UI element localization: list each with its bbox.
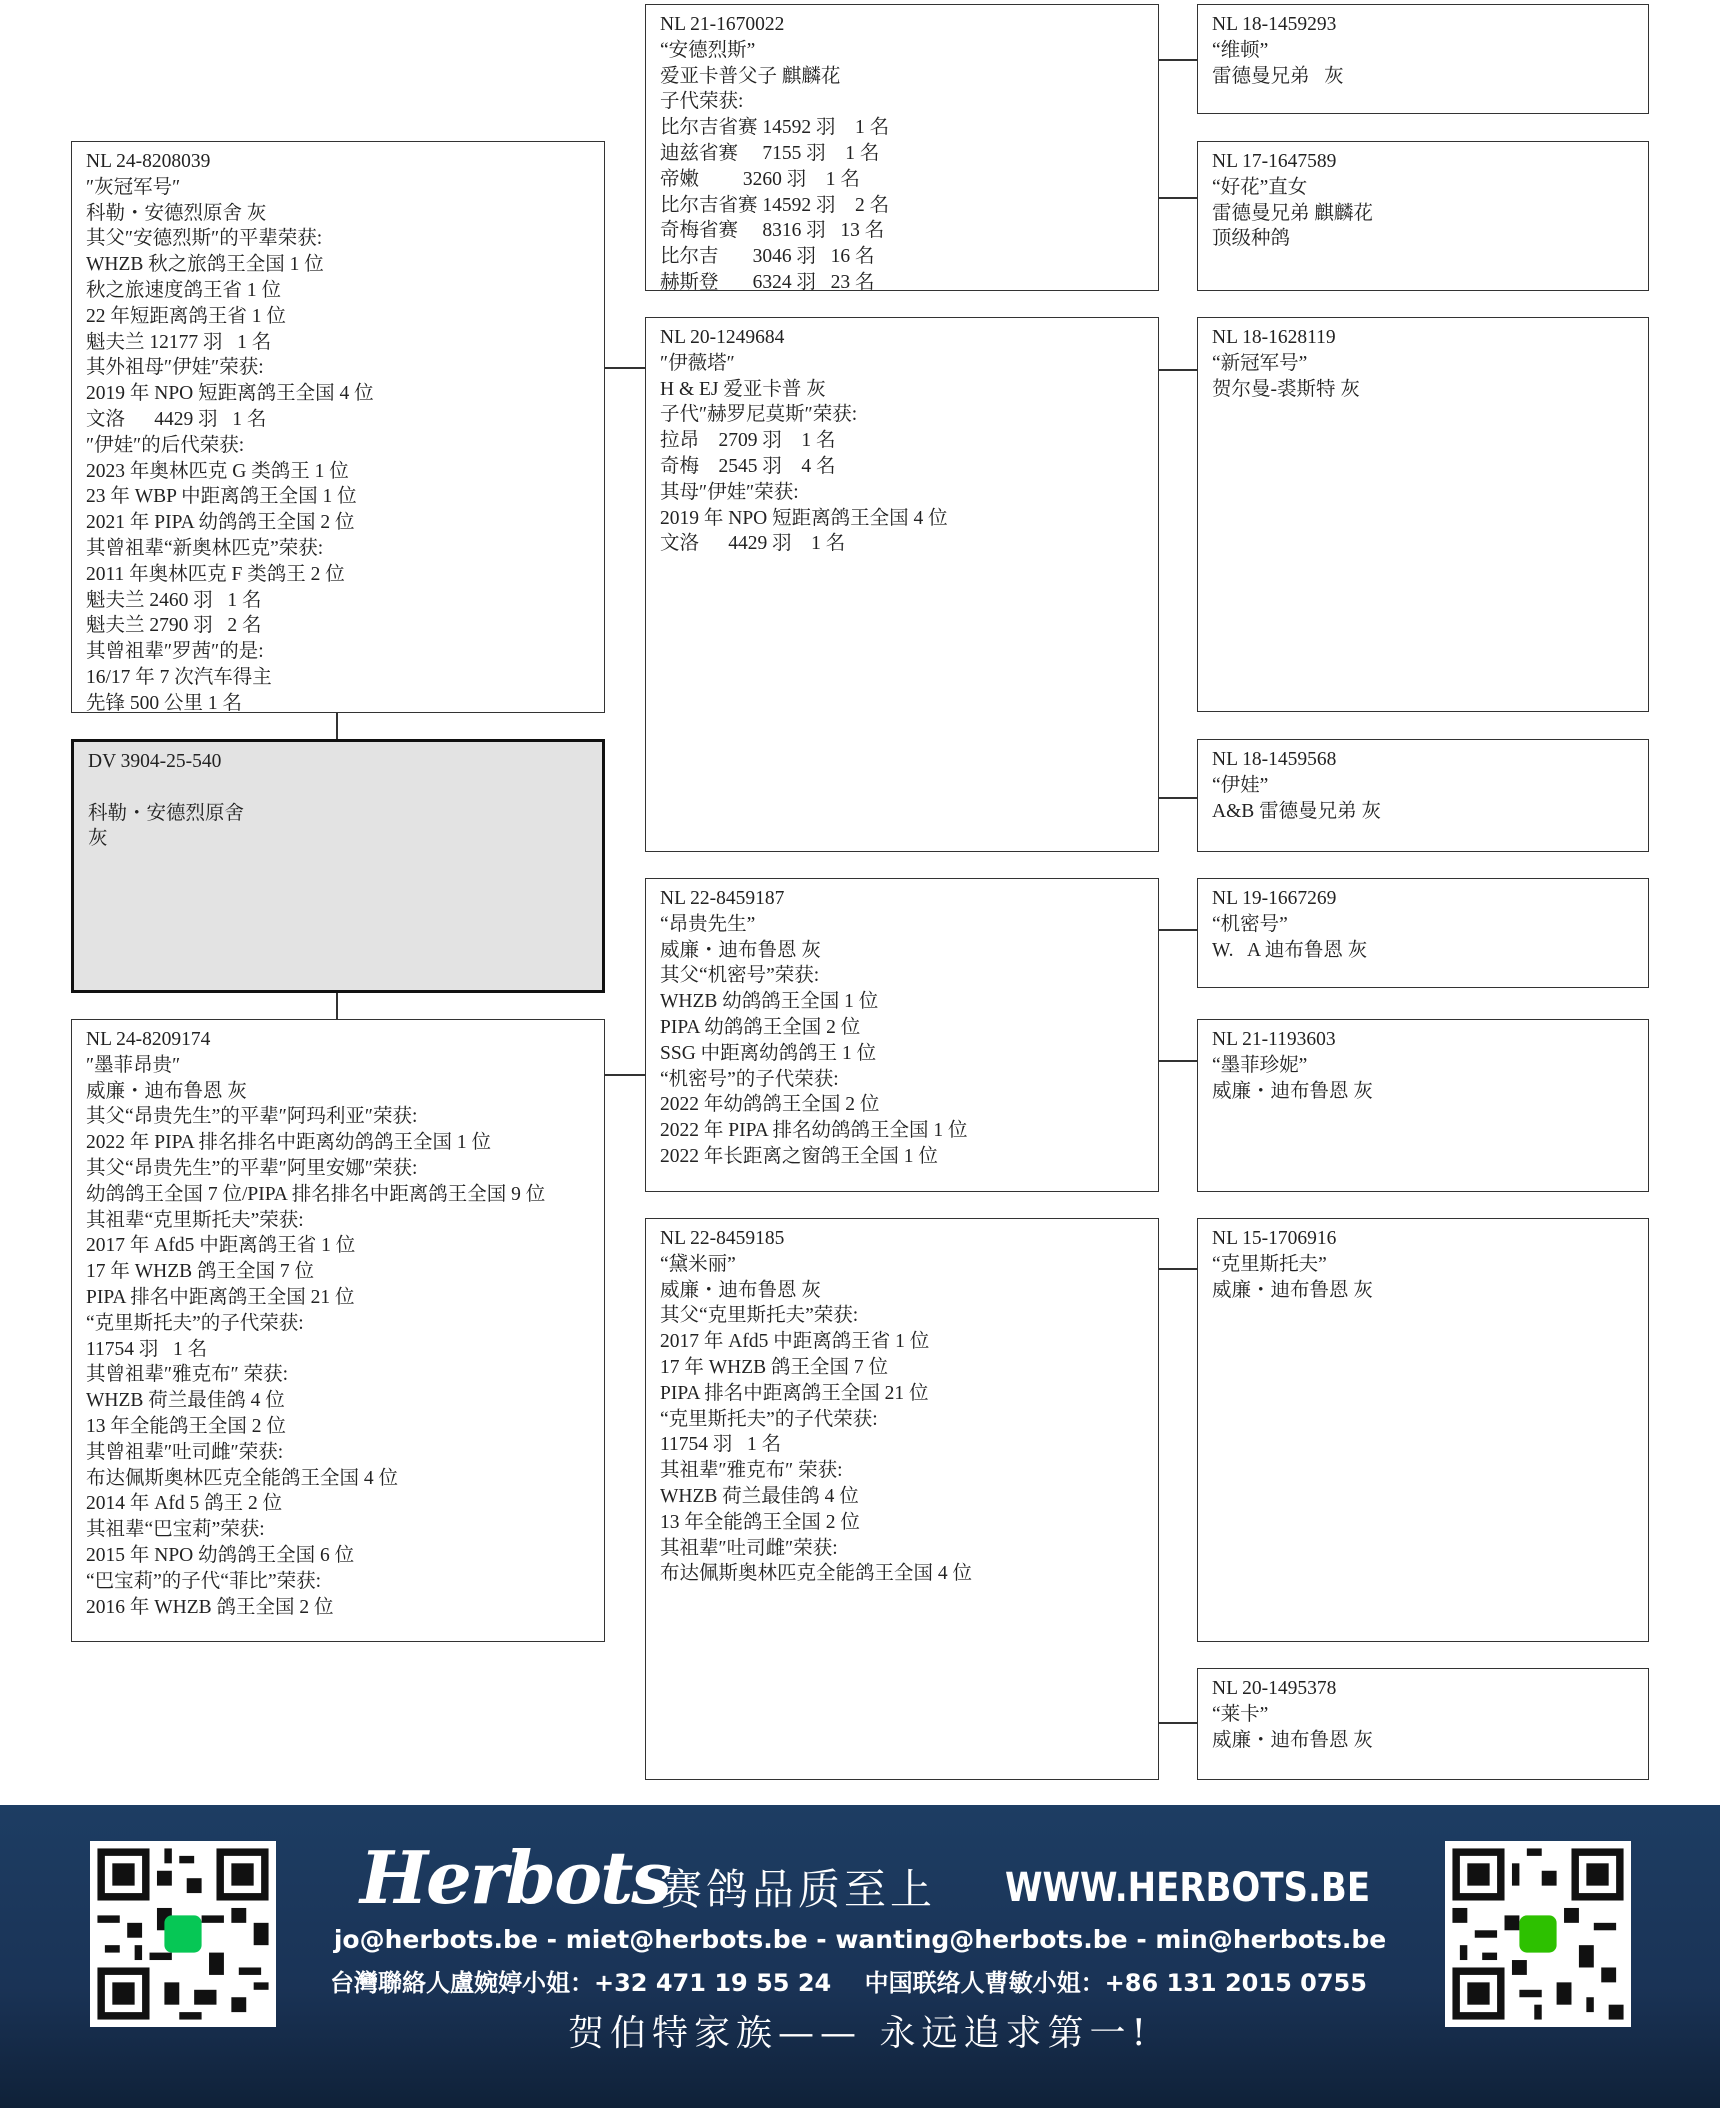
pedigree-line: WHZB 荷兰最佳鸽 4 位 — [86, 1390, 285, 1412]
pigeon-name: “莱卡” — [1212, 1703, 1269, 1725]
pedigree-line: W. A 迪布鲁恩 灰 — [1212, 939, 1368, 961]
pedigree-line: 其父″安德烈斯″的平辈荣获: — [86, 228, 323, 250]
pigeon-name: “维顿” — [1212, 39, 1269, 61]
pedigree-line: 幼鸽鸽王全国 7 位/PIPA 排名排名中距离鸽王全国 9 位 — [86, 1183, 546, 1205]
pedigree-line: 17 年 WHZB 鸽王全国 7 位 — [86, 1261, 315, 1283]
pedigree-line: 11754 羽 1 名 — [86, 1338, 208, 1360]
pigeon-name — [88, 775, 588, 801]
pedigree-line: 帝嫩 3260 羽 1 名 — [660, 168, 860, 190]
pedigree-line: 雷德曼兄弟 灰 — [1212, 65, 1344, 87]
contact-line — [330, 1963, 1367, 1998]
pedigree-line: 2022 年长距离之窗鸽王全国 1 位 — [660, 1145, 938, 1167]
pedigree-line: 其曾祖辈″雅克布″ 荣获: — [86, 1364, 289, 1386]
pedigree-line: 2021 年 PIPA 幼鸽鸽王全国 2 位 — [86, 512, 355, 534]
pedigree-line: 秋之旅速度鸽王省 1 位 — [86, 279, 282, 301]
pedigree-line: 先锋 500 公里 1 名 — [86, 692, 243, 714]
pedigree-line: 威廉・迪布鲁恩 灰 — [1212, 1729, 1373, 1751]
pedigree-line: 其祖辈″吐司雌″荣获: — [660, 1537, 838, 1559]
connector — [1157, 59, 1199, 61]
pedigree-line: 2022 年 PIPA 排名排名中距离幼鸽鸽王全国 1 位 — [86, 1132, 492, 1154]
pigeon-name: “昂贵先生” — [660, 913, 756, 935]
connector — [1157, 1722, 1199, 1724]
connector — [1157, 1060, 1199, 1062]
wechat-qr-svg — [1445, 1841, 1631, 2027]
pigeon-name: “墨菲珍妮” — [1212, 1054, 1308, 1076]
pedigree-line: 比尔吉省赛 14592 羽 1 名 — [660, 117, 890, 139]
pedigree-line: 奇梅省赛 8316 羽 13 名 — [660, 220, 885, 242]
pedigree-line: 23 年 WBP 中距离鸽王全国 1 位 — [86, 486, 357, 508]
pedigree-line: 11754 羽 1 名 — [660, 1434, 782, 1456]
pedigree-line: 威廉・迪布鲁恩 灰 — [1212, 1080, 1373, 1102]
pedigree-line: 2017 年 Afd5 中距离鸽王省 1 位 — [86, 1235, 356, 1257]
ring-number: NL 20-1495378 — [1212, 1678, 1337, 1699]
pedigree-line: 魁夫兰 2460 羽 1 名 — [86, 589, 262, 611]
dam-sire-sire-card — [1197, 878, 1649, 988]
pedigree-line: 其外祖母″伊娃″荣获: — [86, 357, 264, 379]
pigeon-name: “新冠军号” — [1212, 352, 1308, 374]
contact-taiwan: 台灣聯絡人盧婉婷小姐：+32 471 19 55 24 — [330, 1969, 832, 1997]
pedigree-line: 子代荣获: — [660, 91, 744, 113]
pedigree-line: 奇梅 2545 羽 4 名 — [660, 455, 836, 477]
ring-number: NL 24-8209174 — [86, 1029, 211, 1050]
pedigree-line: 威廉・迪布鲁恩 灰 — [660, 939, 821, 961]
pedigree-line: H & EJ 爱亚卡普 灰 — [660, 378, 826, 400]
pedigree-line: WHZB 荷兰最佳鸽 4 位 — [660, 1485, 859, 1507]
pedigree-line: 魁夫兰 12177 羽 1 名 — [86, 331, 272, 353]
pedigree-line: 2019 年 NPO 短距离鸽王全国 4 位 — [86, 383, 374, 405]
ring-number: NL 20-1249684 — [660, 327, 785, 348]
ring-number: DV 3904-25-540 — [88, 751, 222, 772]
ring-number: NL 18-1628119 — [1212, 327, 1336, 348]
pedigree-line: “机密号”的子代荣获: — [660, 1068, 839, 1090]
pigeon-name: “黛米丽” — [660, 1253, 736, 1275]
sire-sire-sire-card — [1197, 4, 1649, 114]
pedigree-line: 2023 年奥林匹克 G 类鸽王 1 位 — [86, 460, 349, 482]
ring-number: NL 21-1193603 — [1212, 1029, 1336, 1050]
pedigree-line: PIPA 排名中距离鸽王全国 21 位 — [86, 1286, 355, 1308]
ring-number: NL 17-1647589 — [1212, 151, 1337, 172]
pedigree-line: 13 年全能鸽王全国 2 位 — [86, 1415, 286, 1437]
email-addresses[interactable]: jo@herbots.be - miet@herbots.be - wanting@herbots.be - min@herbots.be — [333, 1925, 1387, 1954]
pigeon-name: “安德烈斯” — [660, 39, 756, 61]
pedigree-line: 其祖辈“巴宝莉”荣获: — [86, 1519, 265, 1541]
pedigree-line: SSG 中距离幼鸽鸽王 1 位 — [660, 1042, 877, 1064]
pedigree-line: 2022 年幼鸽鸽王全国 2 位 — [660, 1094, 880, 1116]
footer-banner — [0, 1805, 1720, 2108]
pedigree-line: 赫斯登 6324 羽 23 名 — [660, 271, 875, 293]
pedigree-line: 威廉・迪布鲁恩 灰 — [86, 1080, 247, 1102]
connector — [603, 367, 645, 369]
connector — [1157, 797, 1199, 799]
pedigree-line: 布达佩斯奥林匹克全能鸽王全国 4 位 — [86, 1467, 399, 1489]
pedigree-line: 贺尔曼-裘斯特 灰 — [1212, 378, 1360, 400]
pedigree-line: 威廉・迪布鲁恩 灰 — [660, 1279, 821, 1301]
pedigree-line: PIPA 幼鸽鸽王全国 2 位 — [660, 1016, 861, 1038]
website-link[interactable]: WWW.HERBOTS.BE — [1005, 1865, 1371, 1911]
pedigree-line: 2014 年 Afd 5 鸽王 2 位 — [86, 1493, 283, 1515]
pigeon-name: “机密号” — [1212, 913, 1288, 935]
pedigree-line: 22 年短距离鸽王省 1 位 — [86, 305, 286, 327]
pedigree-line: 比尔吉 3046 羽 16 名 — [660, 246, 875, 268]
pedigree-line: 2019 年 NPO 短距离鸽王全国 4 位 — [660, 507, 948, 529]
ring-number: NL 19-1667269 — [1212, 888, 1337, 909]
pedigree-line: 爱亚卡普父子 麒麟花 — [660, 65, 841, 87]
pedigree-line: 科勒・安德烈原舍 灰 — [86, 202, 267, 224]
pedigree-line: 13 年全能鸽王全国 2 位 — [660, 1511, 860, 1533]
dam-dam-card — [645, 1218, 1159, 1780]
pedigree-line: WHZB 幼鸽鸽王全国 1 位 — [660, 991, 879, 1013]
pedigree-line: 其母″伊娃″荣获: — [660, 481, 799, 503]
contact-china: 中国联络人曹敏小姐：+86 131 2015 0755 — [864, 1969, 1367, 1997]
pigeon-name: ″墨菲昂贵″ — [86, 1054, 181, 1076]
connector — [1157, 369, 1199, 371]
dam-sire-dam-card — [1197, 1019, 1649, 1192]
herbots-logo: Herbots — [360, 1835, 670, 1920]
wechat-qr-code[interactable] — [1445, 1841, 1631, 2027]
pedigree-line: 16/17 年 7 次汽车得主 — [86, 666, 272, 688]
pedigree-line: 威廉・迪布鲁恩 灰 — [1212, 1279, 1373, 1301]
pedigree-line: 拉昂 2709 羽 1 名 — [660, 430, 836, 452]
pedigree-line: 2017 年 Afd5 中距离鸽王省 1 位 — [660, 1331, 930, 1353]
sire-dam-sire-card — [1197, 317, 1649, 712]
connector — [1157, 1268, 1199, 1270]
sire-card — [71, 141, 605, 713]
pedigree-line: 子代″赫罗尼莫斯″荣获: — [660, 404, 858, 426]
ring-number: NL 22-8459185 — [660, 1228, 785, 1249]
pigeon-name: “好花”直女 — [1212, 176, 1308, 198]
pedigree-line: WHZB 秋之旅鸽王全国 1 位 — [86, 254, 324, 276]
subject-card — [71, 739, 605, 993]
pedigree-line: 文洛 4429 羽 1 名 — [660, 533, 846, 555]
ring-number: NL 24-8208039 — [86, 151, 211, 172]
ring-number: NL 18-1459568 — [1212, 749, 1337, 770]
connector — [1157, 197, 1199, 199]
pedigree-line: “克里斯托夫”的子代荣获: — [660, 1408, 878, 1430]
pedigree-line: A&B 雷德曼兄弟 灰 — [1212, 800, 1382, 822]
sire-dam-card — [645, 317, 1159, 852]
pedigree-line: 其父“机密号”荣获: — [660, 965, 820, 987]
pedigree-line: 比尔吉省赛 14592 羽 2 名 — [660, 194, 890, 216]
ring-number: NL 18-1459293 — [1212, 14, 1337, 35]
pedigree-line: 其祖辈″雅克布″ 荣获: — [660, 1460, 843, 1482]
pedigree-line: ″伊娃″的后代荣获: — [86, 434, 245, 456]
ring-number: NL 15-1706916 — [1212, 1228, 1337, 1249]
wechat-icon — [1519, 1915, 1556, 1952]
ring-number: NL 21-1670022 — [660, 14, 785, 35]
sire-sire-card — [645, 4, 1159, 291]
pedigree-line: 2022 年 PIPA 排名幼鸽鸽王全国 1 位 — [660, 1120, 968, 1142]
connector — [1157, 929, 1199, 931]
pigeon-name: ″灰冠军号″ — [86, 176, 181, 198]
pedigree-line: “克里斯托夫”的子代荣获: — [86, 1312, 304, 1334]
dam-dam-dam-card — [1197, 1668, 1649, 1780]
pedigree-line: 其父“克里斯托夫”荣获: — [660, 1305, 859, 1327]
pedigree-line: 2011 年奥林匹克 F 类鸽王 2 位 — [86, 563, 345, 585]
pedigree-line: 其祖辈“克里斯托夫”荣获: — [86, 1209, 304, 1231]
connector — [603, 1074, 645, 1076]
dam-dam-sire-card — [1197, 1218, 1649, 1642]
pedigree-line: 布达佩斯奥林匹克全能鸽王全国 4 位 — [660, 1563, 973, 1585]
sire-sire-dam-card — [1197, 141, 1649, 291]
pedigree-line: 2016 年 WHZB 鸽王全国 2 位 — [86, 1596, 334, 1618]
pedigree-line: 其曾祖辈″吐司雌″荣获: — [86, 1441, 284, 1463]
family-motto: 贺伯特家族—— 永远追求第一! — [568, 2013, 1152, 2054]
pigeon-name: ″伊薇塔″ — [660, 352, 735, 374]
pedigree-line: 其曾祖辈“新奥林匹克”荣获: — [86, 537, 324, 559]
pedigree-line: 雷德曼兄弟 麒麟花 — [1212, 202, 1373, 224]
pedigree-line: 其曾祖辈″罗茜″的是: — [86, 641, 264, 663]
dam-card — [71, 1019, 605, 1642]
pedigree-line: 其父“昂贵先生”的平辈″阿里安娜″荣获: — [86, 1157, 418, 1179]
pedigree-line: 2015 年 NPO 幼鸽鸽王全国 6 位 — [86, 1544, 355, 1566]
slogan: 赛鸽品质至上 — [660, 1865, 937, 1914]
pedigree-line: 魁夫兰 2790 羽 2 名 — [86, 615, 262, 637]
pedigree-line: “巴宝莉”的子代“菲比”荣获: — [86, 1570, 322, 1592]
pedigree-line: 灰 — [88, 828, 108, 850]
pedigree-line: 17 年 WHZB 鸽王全国 7 位 — [660, 1356, 889, 1378]
pigeon-name: “克里斯托夫” — [1212, 1253, 1327, 1275]
pedigree-line: 科勒・安德烈原舍 — [88, 802, 245, 824]
dam-sire-card — [645, 878, 1159, 1192]
pedigree-line: 迪兹省赛 7155 羽 1 名 — [660, 142, 880, 164]
pedigree-line: 顶级种鸽 — [1212, 228, 1291, 250]
pedigree-line: 文洛 4429 羽 1 名 — [86, 408, 267, 430]
sire-dam-dam-card — [1197, 739, 1649, 852]
pedigree-line: PIPA 排名中距离鸽王全国 21 位 — [660, 1382, 929, 1404]
connector — [336, 991, 338, 1019]
pedigree-line: 其父“昂贵先生”的平辈″阿玛利亚″荣获: — [86, 1106, 418, 1128]
ring-number: NL 22-8459187 — [660, 888, 785, 909]
pigeon-name: “伊娃” — [1212, 774, 1269, 796]
